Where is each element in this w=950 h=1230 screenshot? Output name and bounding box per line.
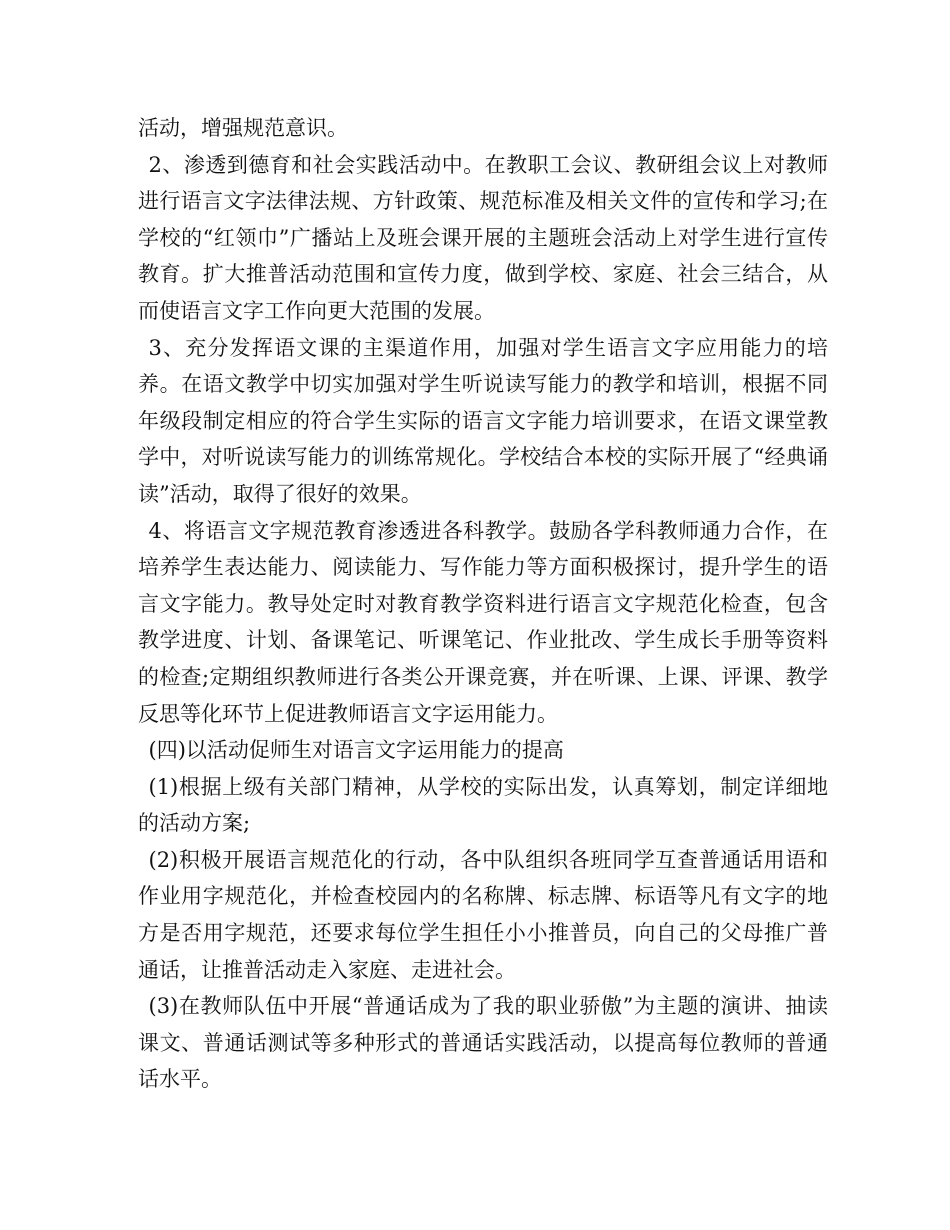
- paragraph-item-4: 4、将语言文字规范教育渗透进各科教学。鼓励各学科教师通力合作，在培养学生表达能力、阅读能力、写作能力等方面积极探讨，提升学生的语言文字能力。教导处定时对教育教学资料进行语言文字规范化检查，包含教学进度、计划、备课笔记、听课笔记、作业批改、学生成长手册等资料的检查;定期组织教师进行各类公开课竞赛，并在听课、上课、评课、教学反思等化环节上促进教师语言文字运用能力。: [138, 518, 828, 726]
- paragraph-item-3: 3、充分发挥语文课的主渠道作用，加强对学生语言文字应用能力的培养。在语文教学中切实加强对学生听说读写能力的教学和培训，根据不同年级段制定相应的符合学生实际的语言文字能力培训要求，在语文课堂教学中，对听说读写能力的训练常规化。学校结合本校的实际开展了“经典诵读”活动，取得了很好的效果。: [138, 335, 828, 506]
- paragraph-sub-2: (2)积极开展语言规范化的行动，各中队组织各班同学互查普通话用语和作业用字规范化，并检查校园内的名称牌、标志牌、标语等凡有文字的地方是否用字规范，还要求每位学生担任小小推普员，向自己的父母推广普通话，让推普活动走入家庭、走进社会。: [138, 847, 828, 982]
- paragraph-item-2: 2、渗透到德育和社会实践活动中。在教职工会议、教研组会议上对教师进行语言文字法律法规、方针政策、规范标准及相关文件的宣传和学习;在学校的“红领巾”广播站上及班会课开展的主题班会活动上对学生进行宣传教育。扩大推普活动范围和宣传力度，做到学校、家庭、社会三结合，从而使语言文字工作向更大范围的发展。: [138, 152, 828, 323]
- section-heading-4: (四)以活动促师生对语言文字运用能力的提高: [148, 738, 564, 763]
- paragraph-continuation: 活动，增强规范意识。: [138, 116, 348, 140]
- paragraph-sub-1: (1)根据上级有关部门精神，从学校的实际出发，认真筹划，制定详细地的活动方案;: [138, 774, 828, 836]
- paragraph-sub-3: (3)在教师队伍中开展“普通话成为了我的职业骄傲”为主题的演讲、抽读课文、普通话测试等多种形式的普通话实践活动，以提高每位教师的普通话水平。: [138, 994, 828, 1092]
- document-body: [138, 110, 828, 1098]
